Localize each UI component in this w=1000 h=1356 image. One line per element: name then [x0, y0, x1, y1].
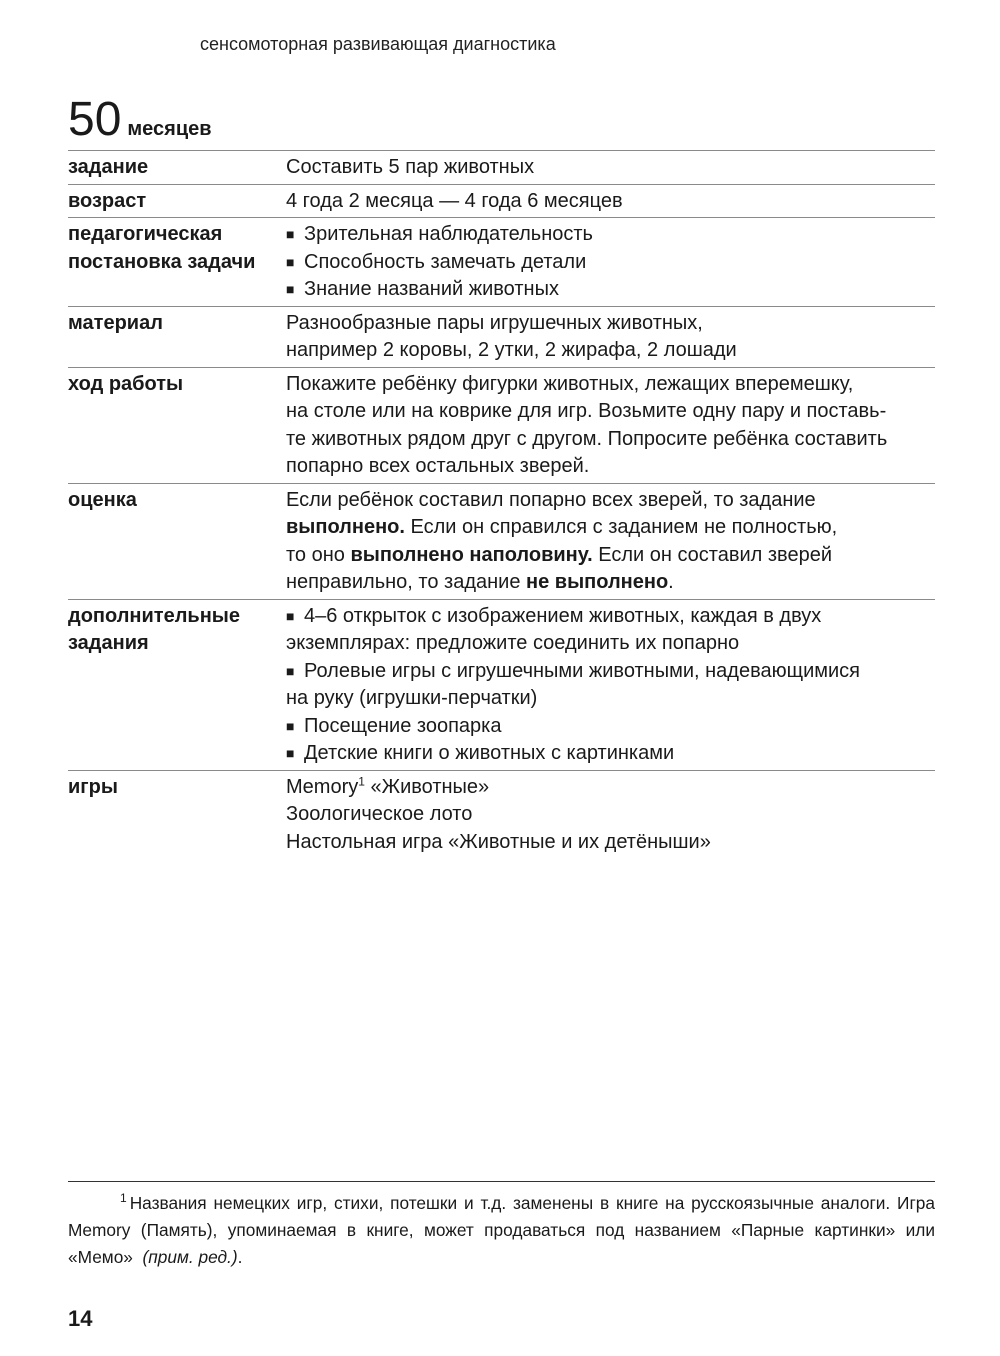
value-extra: ■ 4–6 открыток с изображением животных, каждая в двух экземплярах: предложите соединить их попарно ■ Ролевые игры с игрушечными животными, надевающимися на руку (игрушки-перчатки) ■ Посещение зоопарка ■ Детские книги о животных с картинками — [286, 599, 935, 770]
row-extra — [68, 599, 935, 770]
value-evaluation: Если ребёнок составил попарно всех зверей, то задание выполнено. Если он справился с заданием не полностью, то оно выполнено наполовину. Если он составил зверей неправильно, то задание не выполнено. — [286, 488, 838, 593]
value-games: Memory$^1$ «Животные» Зоологическое лото Настольная игра «Животные и их детёныши» — [286, 773, 711, 853]
bullet-icon: ■ — [286, 253, 295, 270]
list-item: ■ Детские книги о животных с картинками — [286, 740, 935, 768]
label-age: возраст — [68, 189, 147, 212]
title-unit: месяцев — [127, 118, 212, 140]
footnote-divider — [68, 1181, 935, 1182]
row-evaluation — [68, 483, 935, 599]
value-task: Составить 5 пар животных — [286, 156, 535, 178]
label-goal — [68, 218, 278, 307]
label-procedure: ход работы — [68, 372, 184, 395]
footnote-ref: 1 — [358, 773, 365, 788]
value-material: Разнообразные пары игрушечных животных, например 2 коровы, 2 утки, 2 жирафа, 2 лошади — [286, 311, 737, 361]
list-item: ■ 4–6 открыток с изображением животных, каждая в двух — [286, 603, 935, 631]
list-item: ■ Посещение зоопарка — [286, 713, 935, 741]
row-age — [68, 184, 935, 218]
bullet-icon: ■ — [286, 745, 295, 761]
list-item: ■ Способность замечать детали — [286, 249, 935, 277]
value-procedure: Покажите ребёнку фигурки животных, лежащих вперемешку, на столе или на коврике для игр. Возьмите одну пару и поставь- те животных рядом друг с другом. Попросите ребёнка составить попарно всех остальных зверей. — [286, 372, 888, 477]
label-goal-line1: педагогическая — [68, 223, 223, 245]
title-number: 50 — [68, 93, 122, 146]
label-goal-line2: постановка задачи — [68, 250, 256, 273]
row-games — [68, 770, 935, 858]
footnote-number: 1 — [120, 1191, 127, 1206]
list-item: ■ Знание названий животных — [286, 276, 935, 304]
task-table — [68, 150, 935, 858]
row-material — [68, 306, 935, 367]
label-evaluation: оценка — [68, 488, 137, 511]
bullet-icon: ■ — [286, 226, 295, 242]
row-procedure — [68, 367, 935, 483]
list-item: ■ Зрительная наблюдательность — [286, 221, 935, 249]
bullet-icon: ■ — [286, 281, 295, 297]
value-age: 4 года 2 месяца — 4 года 6 месяцев — [286, 189, 623, 212]
label-games: игры — [68, 775, 118, 798]
label-task: задание — [68, 156, 149, 178]
page-title — [68, 93, 212, 146]
value-goal — [286, 218, 935, 307]
footnote-text: Названия немецких игр, стихи, потешки и т.д. заменены в книге на русскоязычные аналоги. Игра Memory (Память), упоминаемая в книге, может продаваться под названием «Парные картинки» или «Мемо» — [68, 1193, 935, 1267]
footnote: $^1$ Названия немецких игр, стихи, потешки и т.д. заменены в книге на русскоязычные аналоги. Игра Memory (Память), упоминаемая в книге, может продаваться под названием «Парные картинки» или «Мемо» (прим. ред.). — [68, 1191, 935, 1267]
bullet-icon: ■ — [286, 607, 295, 624]
bullet-icon: ■ — [286, 717, 295, 734]
label-extra: дополнительные задания — [68, 604, 240, 654]
label-material: материал — [68, 311, 163, 334]
list-item: ■ Ролевые игры с игрушечными животными, надевающимися — [286, 658, 935, 686]
row-task — [68, 151, 935, 185]
page-number: 14 — [68, 1306, 93, 1331]
footnote-editor-note: (прим. ред.) — [142, 1247, 238, 1267]
running-head: сенсомоторная развивающая диагностика — [200, 34, 556, 54]
row-goal — [68, 218, 935, 307]
bullet-icon: ■ — [286, 662, 295, 679]
